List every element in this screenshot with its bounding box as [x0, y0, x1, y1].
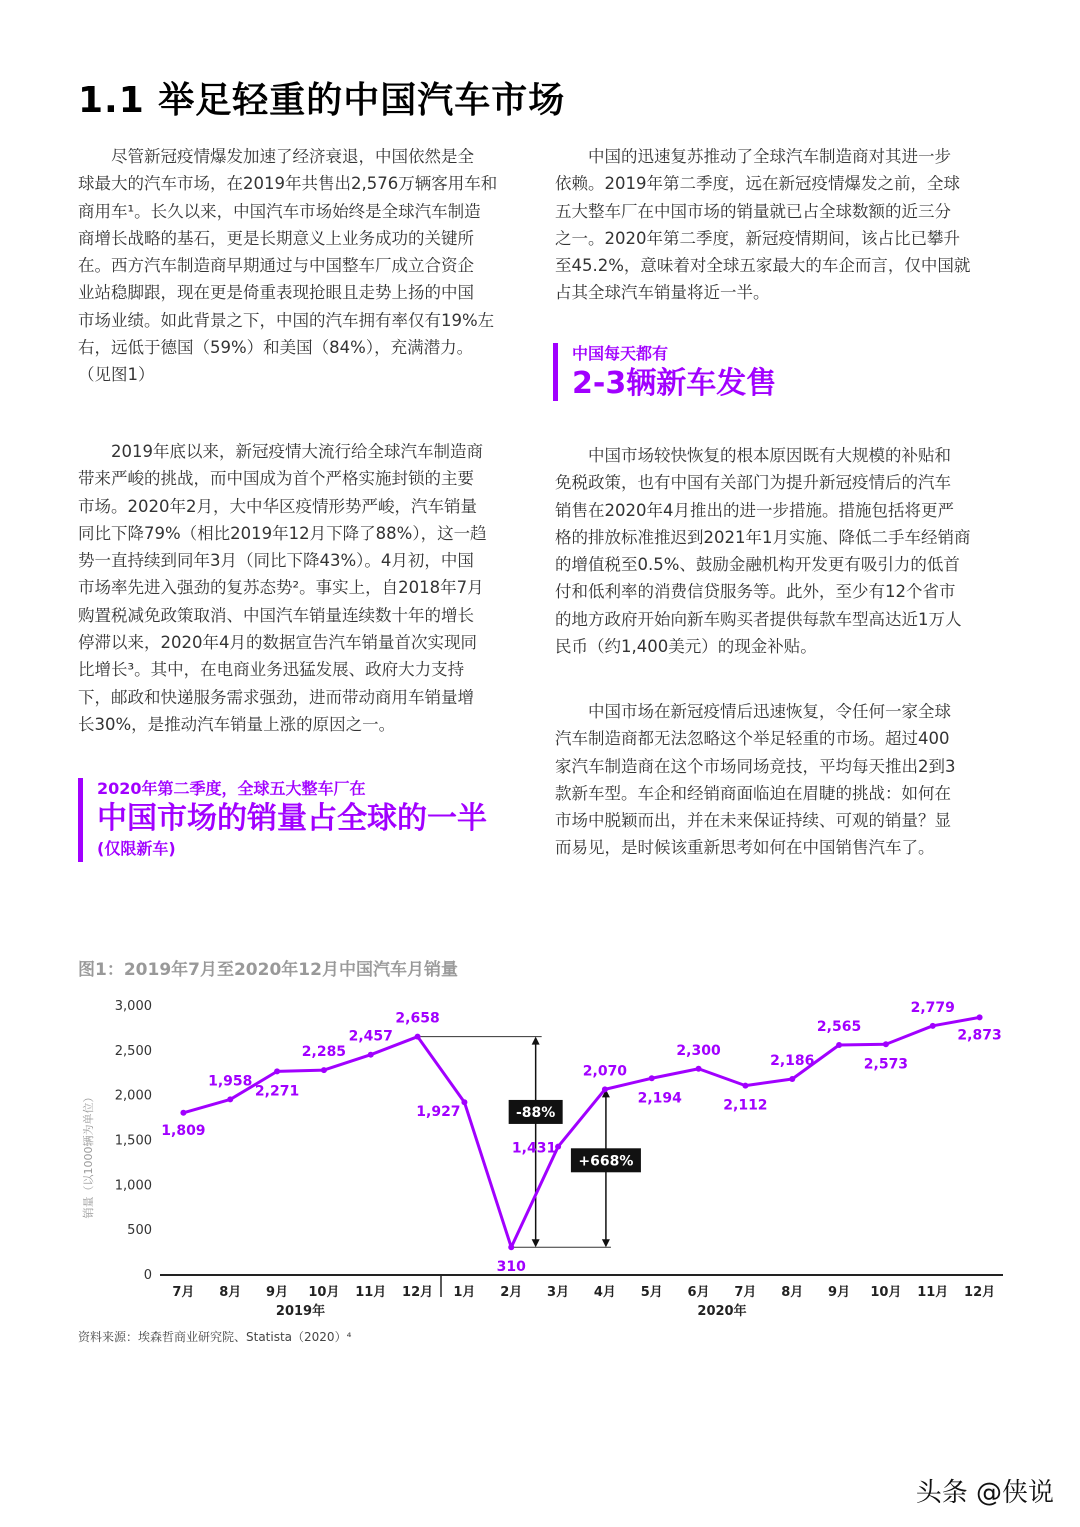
- data-label: 2,873: [957, 1027, 1002, 1044]
- data-point: [836, 1042, 842, 1048]
- arrow-head: [532, 1239, 540, 1247]
- text-line: 中国的迅速复苏推动了全球汽车制造商对其进一步: [588, 147, 951, 166]
- text-line: 至45.2%，意味着对全球五家最大的车企而言，仅中国就: [555, 256, 971, 276]
- y-tick-label: 500: [127, 1223, 152, 1239]
- x-tick-label: 11月: [355, 1285, 387, 1300]
- x-tick-label: 7月: [734, 1285, 757, 1300]
- data-label: 2,573: [863, 1056, 909, 1073]
- text-line: 之一。2020年第二季度，新冠疫情期间，该占比已攀升: [555, 228, 960, 248]
- text-line: 势一直持续到同年3月（同比下降43%）。4月初，中国: [78, 551, 474, 571]
- left-callout-small: 2020年第二季度，全球五大整车厂在: [97, 779, 366, 798]
- annotation-label: -88%: [516, 1104, 556, 1121]
- text-line: 商用车¹。长久以来，中国汽车市场始终是全球汽车制造: [78, 201, 481, 221]
- right-callout-small: 中国每天都有: [572, 344, 669, 363]
- data-label: 310: [496, 1259, 526, 1276]
- y-tick-label: 2,000: [114, 1088, 152, 1104]
- text-line: （见图1）: [78, 365, 155, 385]
- data-point: [696, 1066, 702, 1072]
- data-label: 2,457: [348, 1028, 393, 1045]
- arrow-head: [602, 1239, 610, 1247]
- data-label: 1,809: [161, 1122, 206, 1139]
- x-tick-label: 7月: [172, 1285, 195, 1300]
- data-label: 2,271: [254, 1083, 300, 1100]
- text-line: 市场业绩。如此背景之下，中国的汽车拥有率仅有19%左: [78, 310, 495, 330]
- data-label: 2,194: [637, 1090, 682, 1107]
- data-point: [227, 1096, 233, 1102]
- year-label: 2019年: [275, 1304, 326, 1319]
- x-tick-label: 10月: [870, 1285, 902, 1300]
- left-callout-large: 中国市场的销量占全球的一半: [97, 801, 487, 836]
- x-tick-label: 1月: [453, 1285, 476, 1300]
- data-label: 1,431: [511, 1140, 557, 1157]
- text-line: 的增值税至0.5%、鼓励金融机构开发更有吸引力的低首: [555, 555, 960, 575]
- y-axis-label: 销量（以1000辆为单位）: [82, 1091, 95, 1219]
- year-label: 2020年: [697, 1304, 747, 1319]
- text-line: 而易见，是时候该重新思考如何在中国销售汽车了。: [555, 838, 935, 858]
- left-callout-note: (仅限新车): [97, 839, 176, 858]
- text-line: 民币（约1,400美元）的现金补贴。: [555, 637, 817, 657]
- data-point: [883, 1041, 889, 1047]
- text-line: 2019年底以来，新冠疫情大流行给全球汽车制造商: [111, 442, 483, 461]
- data-label: 1,927: [416, 1104, 461, 1121]
- data-label: 2,070: [582, 1063, 628, 1080]
- data-point: [602, 1086, 608, 1092]
- data-label: 2,300: [676, 1042, 721, 1059]
- text-line: 下，邮政和快递服务需求强劲，进而带动商用车销量增: [78, 687, 474, 707]
- text-line: 业站稳脚跟，现在更是倚重表现抢眼且走势上扬的中国: [78, 283, 474, 303]
- data-point: [977, 1014, 983, 1020]
- data-label: 2,285: [301, 1044, 347, 1061]
- text-line: 格的排放标准推迟到2021年1月实施、降低二手车经销商: [555, 527, 971, 547]
- right-callout: [553, 343, 776, 401]
- data-label: 1,958: [208, 1073, 253, 1090]
- text-line: 在。西方汽车制造商早期通过与中国整车厂成立合资企: [78, 256, 474, 276]
- x-tick-label: 10月: [308, 1285, 340, 1300]
- x-tick-label: 9月: [828, 1285, 851, 1300]
- data-point: [368, 1052, 374, 1058]
- section-title: 1.1 举足轻重的中国汽车市场: [78, 80, 566, 121]
- figure-title: 图1：2019年7月至2020年12月中国汽车月销量: [78, 960, 458, 980]
- text-line: 家汽车制造商在这个市场同场竞技，平均每天推出2到3: [555, 756, 956, 776]
- text-line: 球最大的汽车市场，在2019年共售出2,576万辆客用车和: [78, 174, 498, 194]
- x-tick-label: 12月: [964, 1285, 996, 1300]
- text-line: 中国市场在新冠疫情后迅速恢复，令任何一家全球: [588, 702, 951, 721]
- y-tick-label: 3,000: [114, 999, 152, 1014]
- x-tick-label: 9月: [266, 1285, 289, 1300]
- y-tick-label: 0: [143, 1268, 152, 1283]
- text-line: 中国市场较快恢复的根本原因既有大规模的补贴和: [588, 446, 951, 465]
- text-line: 销售在2020年4月推出的进一步措施。措施包括将更严: [555, 500, 954, 520]
- text-line: 购置税减免政策取消、中国汽车销量连续数十年的增长: [78, 605, 474, 625]
- text-line: 右，远低于德国（59%）和美国（84%），充满潜力。: [78, 338, 474, 358]
- text-line: 五大整车厂在中国市场的销量就已占全球数额的近三分: [555, 201, 951, 221]
- y-tick-label: 1,500: [114, 1133, 152, 1149]
- text-line: 汽车制造商都无法忽略这个举足轻重的市场。超过400: [555, 729, 950, 749]
- x-tick-label: 8月: [781, 1285, 804, 1300]
- text-line: 付和低利率的消费信贷服务等。此外，至少有12个省市: [555, 582, 956, 602]
- data-point: [649, 1075, 655, 1081]
- text-line: 长30%，是推动汽车销量上涨的原因之一。: [78, 714, 396, 734]
- annotation-label: +668%: [578, 1153, 634, 1170]
- data-point: [789, 1076, 795, 1082]
- y-tick-label: 2,500: [114, 1043, 152, 1059]
- sales-line-chart: [0, 990, 1080, 1370]
- text-line: 同比下降79%（相比2019年12月下降了88%），这一趋: [78, 523, 487, 543]
- data-point: [508, 1244, 514, 1250]
- x-tick-label: 3月: [547, 1285, 570, 1300]
- text-line: 免税政策，也有中国有关部门为提升新冠疫情后的汽车: [555, 473, 951, 493]
- x-tick-label: 11月: [917, 1285, 949, 1300]
- text-line: 市场。2020年2月，大中华区疫情形势严峻，汽车销量: [78, 496, 477, 516]
- data-point: [415, 1034, 421, 1040]
- data-label: 2,779: [910, 999, 955, 1016]
- right-paragraph-2: [555, 442, 1005, 660]
- text-line: 市场中脱颖而出，并在未来保证持续、可观的销量？显: [555, 811, 951, 831]
- data-label: 2,186: [770, 1052, 815, 1069]
- text-line: 的地方政府开始向新车购买者提供每款车型高达近1万人: [555, 609, 962, 629]
- text-line: 停滞以来，2020年4月的数据宣告汽车销量首次实现同: [78, 633, 477, 653]
- x-tick-label: 5月: [640, 1285, 663, 1300]
- data-point: [461, 1099, 467, 1105]
- text-line: 市场率先进入强劲的复苏态势²。事实上，自2018年7月: [78, 578, 484, 598]
- text-line: 比增长³。其中，在电商业务迅猛发展、政府大力支持: [78, 660, 465, 680]
- x-tick-label: 2月: [500, 1285, 523, 1300]
- data-label: 2,565: [816, 1019, 862, 1036]
- text-line: 尽管新冠疫情爆发加速了经济衰退，中国依然是全: [111, 147, 474, 166]
- arrow-head: [532, 1037, 540, 1045]
- data-point: [321, 1067, 327, 1073]
- text-line: 带来严峻的挑战，而中国成为首个严格实施封锁的主要: [78, 469, 474, 489]
- watermark: 头条 @侠说: [915, 1478, 1054, 1508]
- right-callout-large: 2-3辆新车发售: [572, 366, 777, 401]
- y-tick-label: 1,000: [114, 1178, 152, 1194]
- left-paragraph-2: [78, 438, 528, 738]
- left-paragraph-1: [78, 143, 528, 389]
- right-paragraph-1: [555, 143, 1005, 307]
- data-point: [742, 1083, 748, 1089]
- data-point: [274, 1068, 280, 1074]
- x-tick-label: 12月: [402, 1285, 434, 1300]
- x-tick-label: 8月: [219, 1285, 242, 1300]
- text-line: 依赖。2019年第二季度，远在新冠疫情爆发之前，全球: [555, 174, 960, 194]
- x-tick-label: 4月: [593, 1285, 616, 1300]
- x-tick-label: 6月: [687, 1285, 710, 1300]
- data-label: 2,658: [395, 1010, 440, 1027]
- text-line: 商增长战略的基石，更是长期意义上业务成功的关键所: [78, 228, 474, 248]
- source-note: 资料来源：埃森哲商业研究院、Statista（2020）⁴: [78, 1330, 352, 1344]
- text-line: 款新车型。车企和经销商面临迫在眉睫的挑战：如何在: [555, 783, 951, 803]
- right-paragraph-3: [555, 698, 1005, 862]
- data-label: 2,112: [723, 1097, 768, 1114]
- text-line: 占其全球汽车销量将近一半。: [555, 283, 770, 303]
- data-point: [180, 1110, 186, 1116]
- left-callout: [78, 778, 487, 862]
- data-point: [930, 1023, 936, 1029]
